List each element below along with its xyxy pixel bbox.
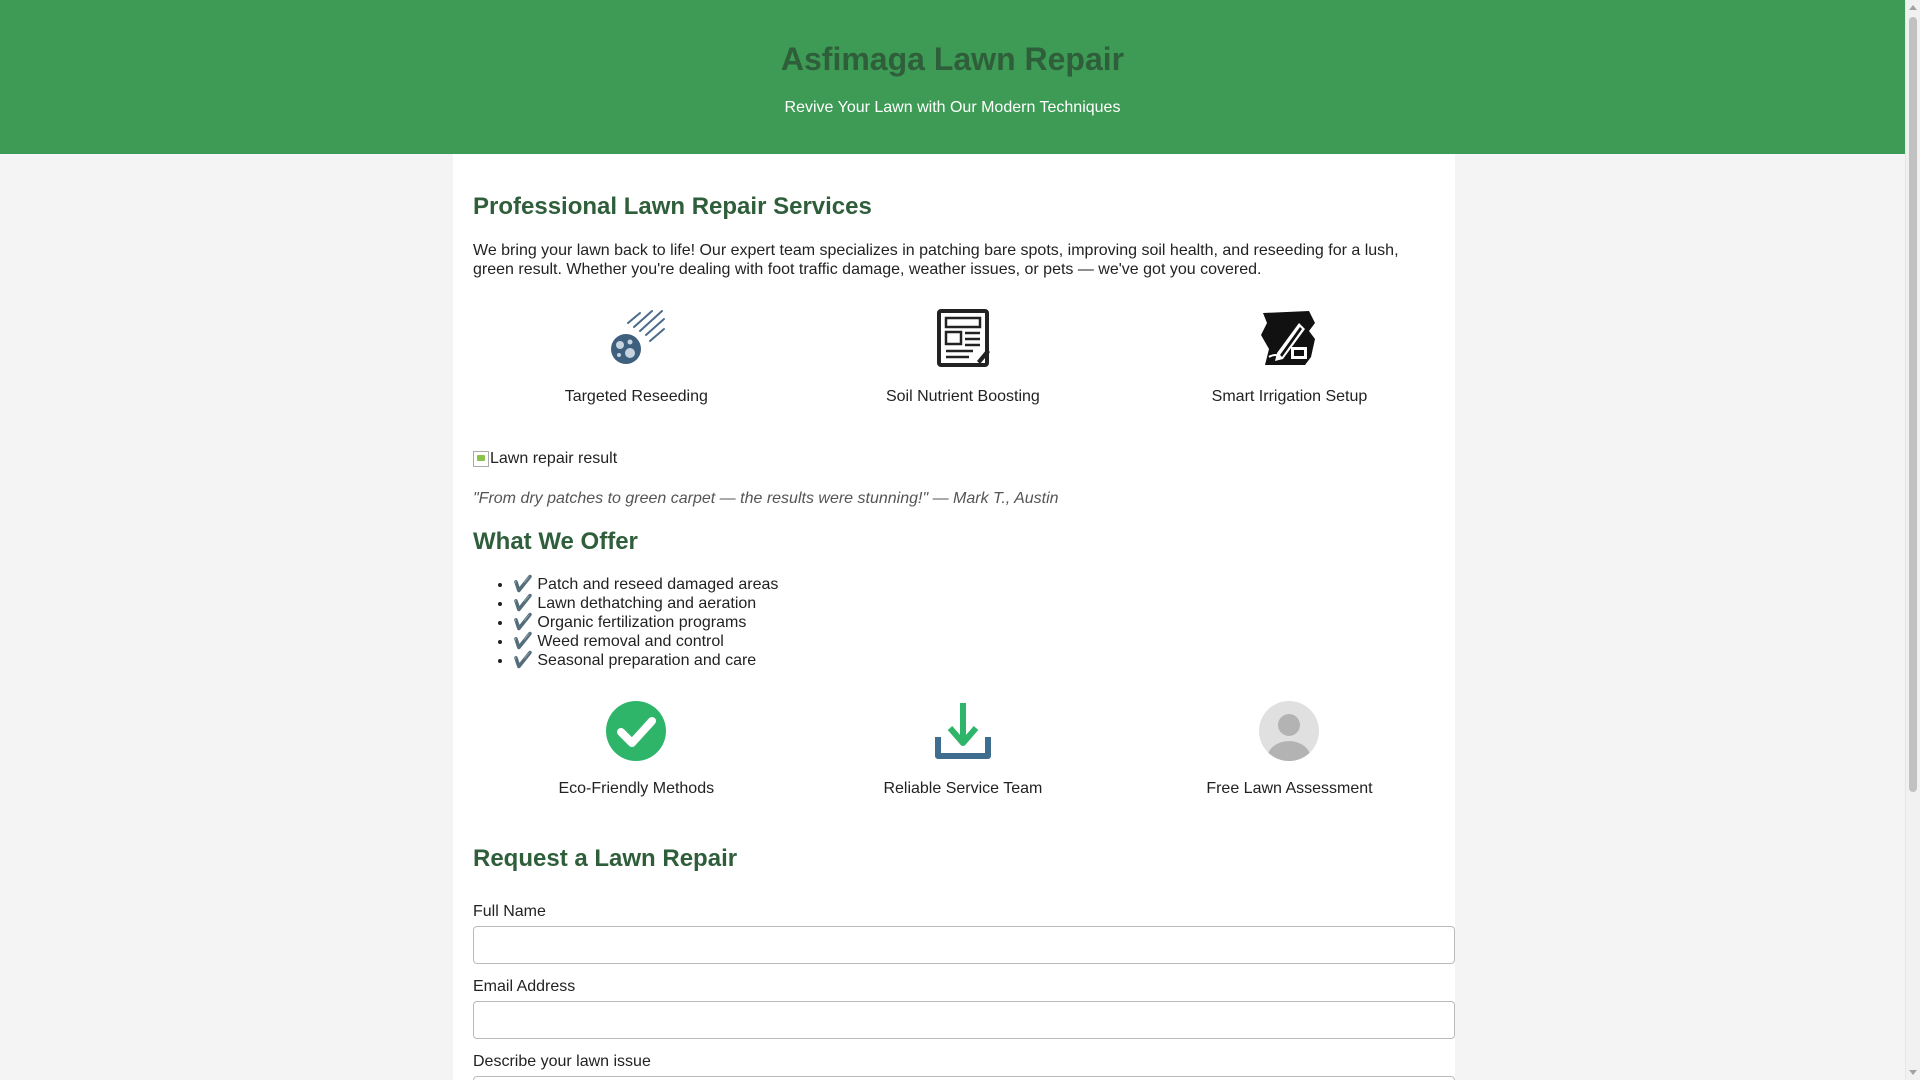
feature-smart-irrigation: [1126, 309, 1453, 406]
map-pen-icon: [1259, 309, 1319, 367]
feature-reliable-team: [800, 701, 1127, 798]
check-circle-icon: [606, 701, 666, 761]
lawn-result-image: [473, 450, 617, 468]
testimonial-quote: "From dry patches to green carpet — the results were stunning!" — Mark T., Austin: [473, 490, 1059, 507]
list-item: • ✔️ Organic fertilization programs: [513, 613, 778, 632]
user-avatar-icon: [1259, 701, 1319, 761]
offer-features: [473, 701, 1453, 798]
site-header: [0, 0, 1905, 154]
feature-label: Reliable Service Team: [883, 780, 1043, 797]
feature-label: Smart Irrigation Setup: [1211, 388, 1368, 405]
services-heading: Professional Lawn Repair Services: [473, 193, 872, 220]
list-item: • ✔️ Patch and reseed damaged areas: [513, 575, 778, 594]
feature-targeted-reseeding: [473, 309, 800, 406]
full-name-input[interactable]: [473, 926, 1455, 964]
feature-soil-nutrient: [800, 309, 1127, 406]
service-features: [473, 309, 1453, 406]
scroll-down-icon[interactable]: [1909, 1070, 1917, 1075]
scroll-up-icon[interactable]: [1909, 5, 1917, 10]
broken-image-icon: [473, 451, 489, 467]
page-scrollbar[interactable]: [1905, 0, 1920, 1080]
site-tagline: Revive Your Lawn with Our Modern Techniques: [784, 99, 1121, 116]
email-label: Email Address: [473, 978, 576, 995]
image-alt-text: Lawn repair result: [490, 450, 618, 467]
lawn-issue-label: Describe your lawn issue: [473, 1053, 651, 1070]
download-tray-icon: [933, 701, 993, 761]
feature-label: Eco-Friendly Methods: [558, 780, 715, 797]
list-item: • ✔️ Weed removal and control: [513, 632, 778, 651]
site-title: Asfimaga Lawn Repair: [780, 41, 1125, 77]
newspaper-icon: [933, 309, 993, 367]
lawn-issue-textarea[interactable]: [473, 1076, 1455, 1080]
offer-list: [473, 575, 778, 670]
feature-label: Soil Nutrient Boosting: [885, 388, 1040, 405]
feature-free-assessment: [1126, 701, 1453, 798]
full-name-label: Full Name: [473, 903, 546, 920]
scrollbar-thumb[interactable]: [1909, 17, 1917, 792]
email-input[interactable]: [473, 1001, 1455, 1039]
main-content: [453, 154, 1455, 1080]
services-intro: We bring your lawn back to life! Our expert team specializes in patching bare spots, improving soil health, and reseeding for a lush, green result. Whether you're dealing with foot traffic damage, weather issues, or pets — we've got you covered.: [473, 242, 1399, 278]
list-item: • ✔️ Seasonal preparation and care: [513, 651, 778, 670]
list-item: • ✔️ Lawn dethatching and aeration: [513, 594, 778, 613]
form-heading: Request a Lawn Repair: [473, 845, 738, 872]
feature-label: Free Lawn Assessment: [1206, 780, 1373, 797]
offer-heading: What We Offer: [473, 528, 638, 555]
feature-label: Targeted Reseeding: [564, 388, 708, 405]
meteor-icon: [606, 309, 666, 367]
feature-eco-friendly: [473, 701, 800, 798]
